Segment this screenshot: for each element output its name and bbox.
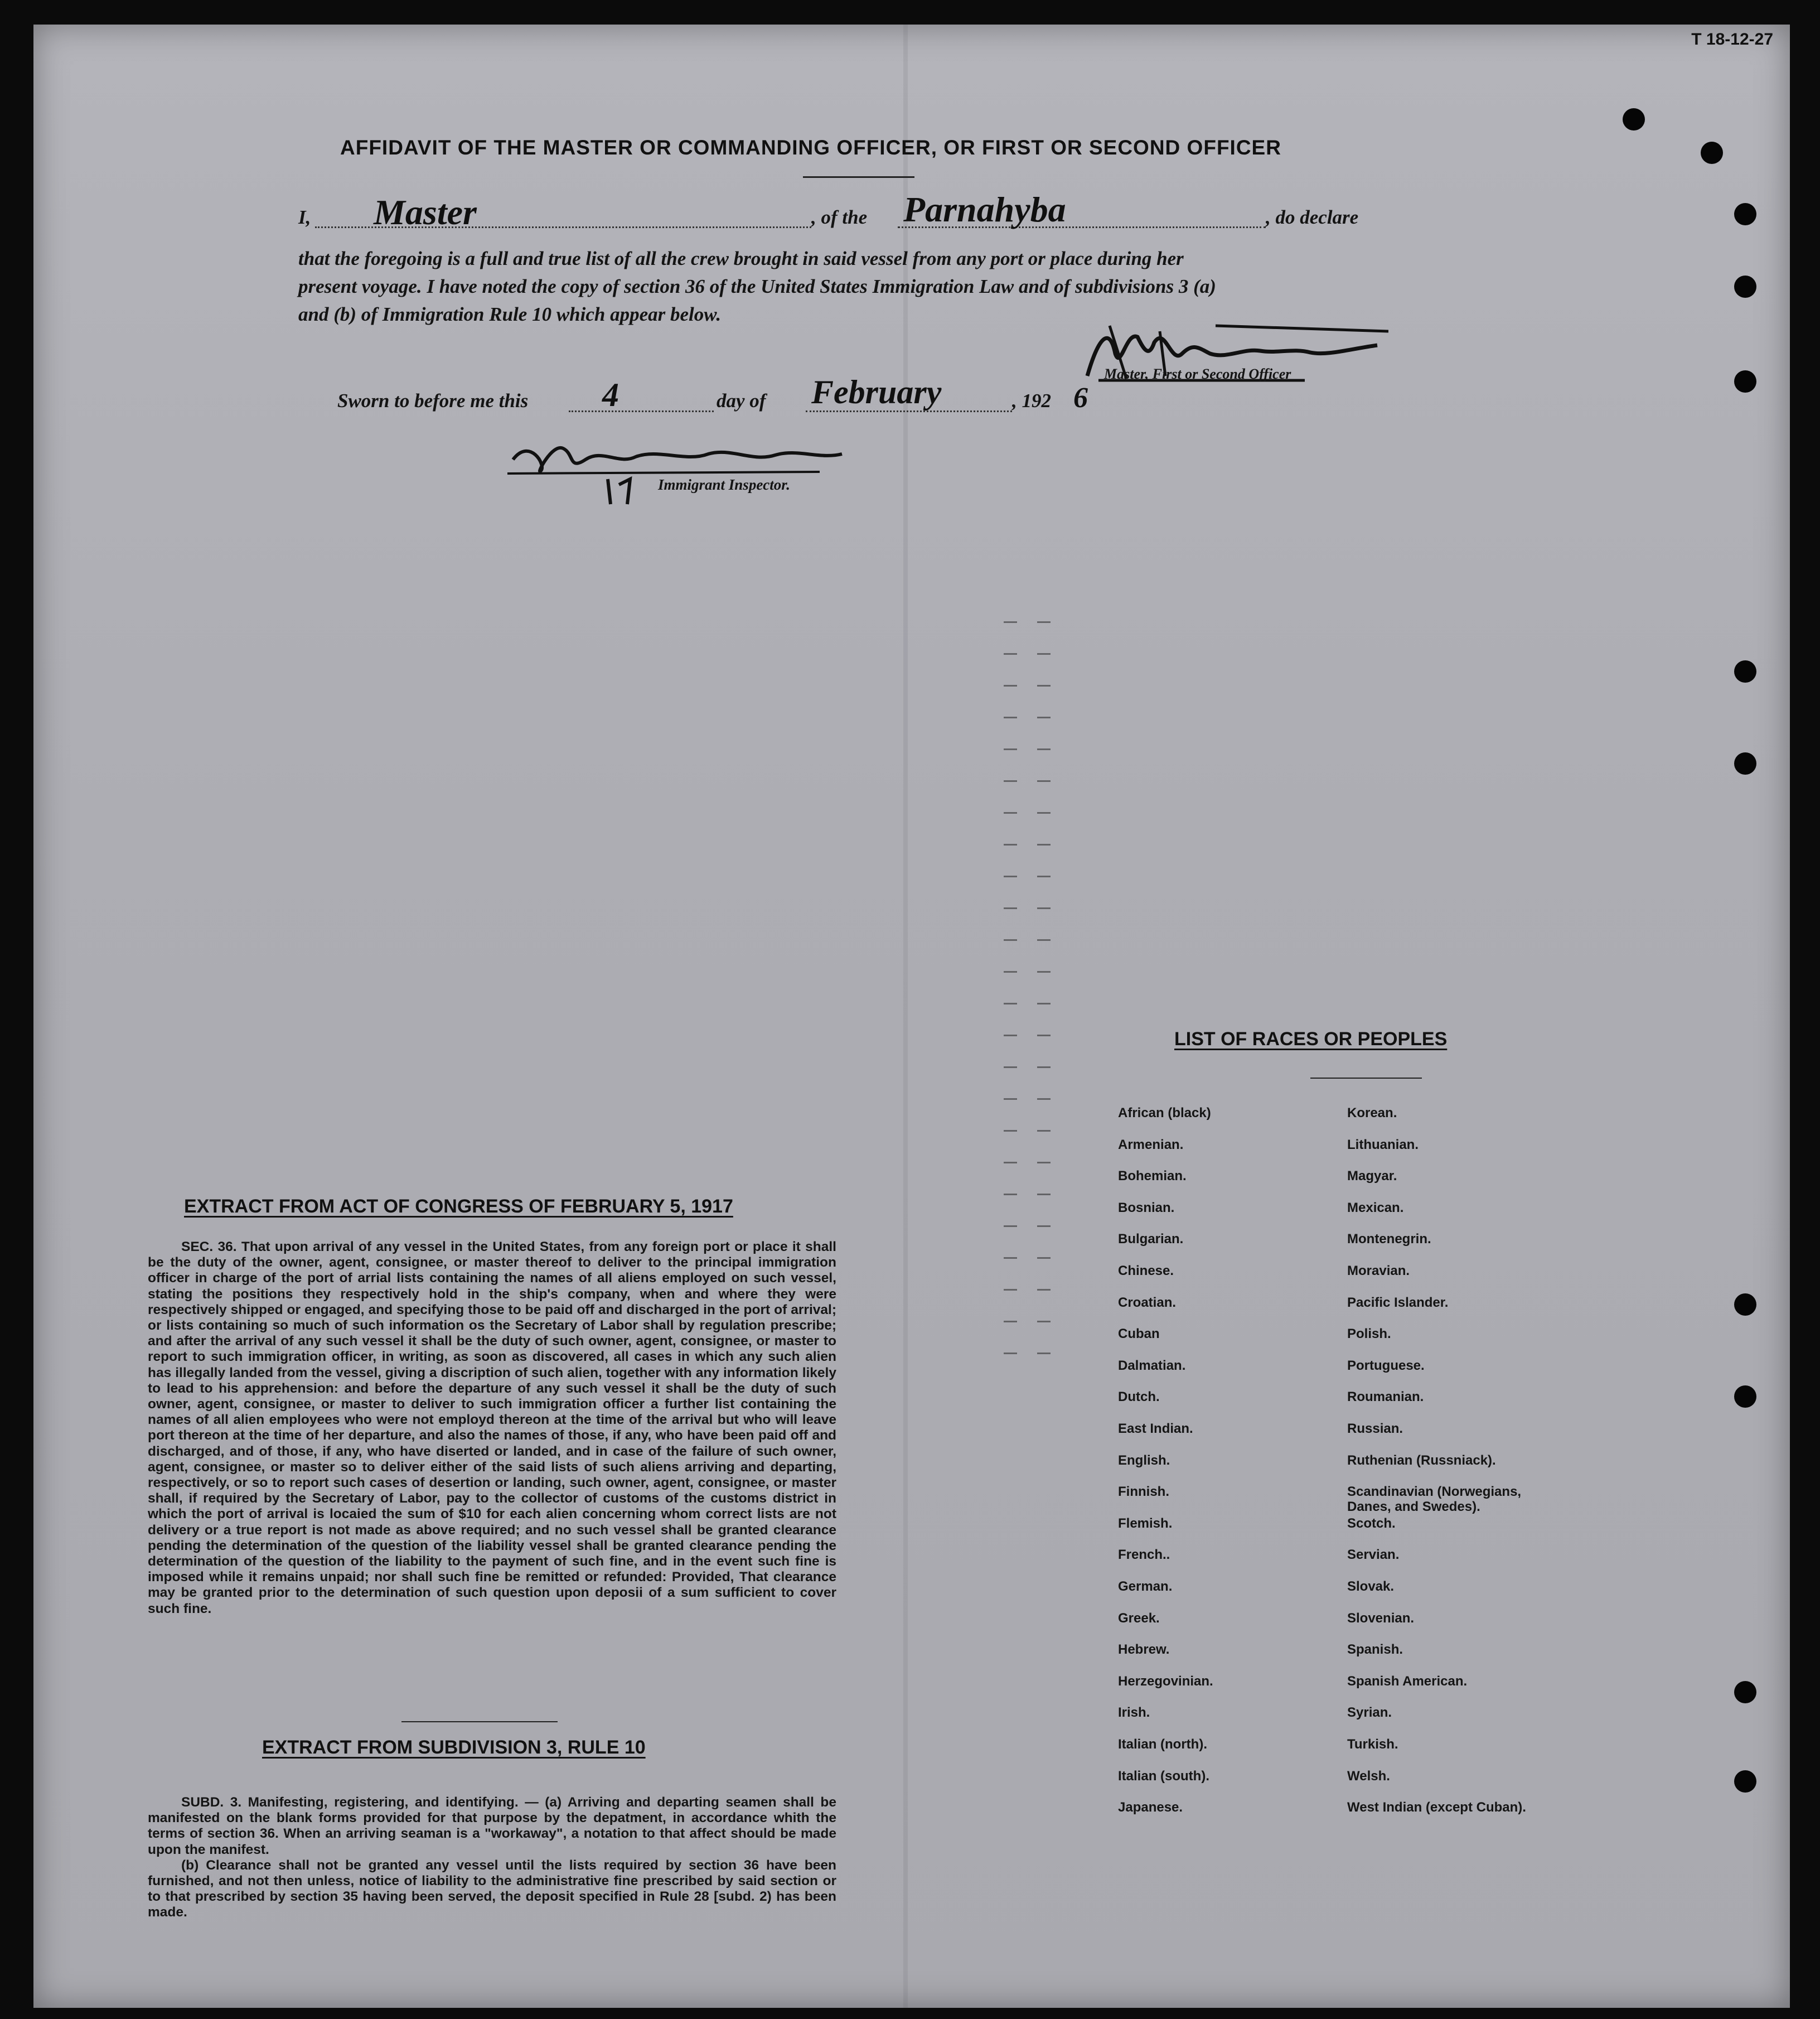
faint-tick bbox=[1004, 717, 1017, 718]
year-prefix: , 192 bbox=[1012, 390, 1051, 412]
race-entry: Flemish. bbox=[1118, 1515, 1173, 1531]
race-entry: Polish. bbox=[1347, 1326, 1391, 1342]
race-entry: Spanish. bbox=[1347, 1642, 1403, 1658]
faint-tick bbox=[1004, 1130, 1017, 1132]
race-entry: Cuban bbox=[1118, 1326, 1160, 1342]
inspector-caption: Immigrant Inspector. bbox=[658, 476, 791, 493]
binder-hole bbox=[1734, 660, 1756, 683]
race-entry: Bulgarian. bbox=[1118, 1231, 1184, 1247]
binder-hole bbox=[1734, 1770, 1756, 1793]
race-entry: Bohemian. bbox=[1118, 1168, 1187, 1184]
extract-act-title: EXTRACT FROM ACT OF CONGRESS OF FEBRUARY 5, 1917 bbox=[184, 1196, 733, 1217]
faint-tick bbox=[1037, 685, 1051, 687]
race-entry: Welsh. bbox=[1347, 1768, 1390, 1784]
faint-tick bbox=[1037, 780, 1051, 782]
faint-tick bbox=[1004, 1225, 1017, 1227]
affidavit-line-4: and (b) of Immigration Rule 10 which appear below. bbox=[298, 303, 722, 325]
binder-hole bbox=[1623, 108, 1645, 131]
binder-hole bbox=[1734, 1681, 1756, 1703]
subd-3a-paragraph: SUBD. 3. Manifesting, registering, and identifying. — (a) Arriving and departing seamen shall be manifested on the blank forms provided for that purpose by the depatment, in accordance whith the terms of section 36. When an arriving seaman is a "workaway", a notation to that affect should be made upon the manifest. bbox=[148, 1795, 836, 1857]
race-entry: African (black) bbox=[1118, 1105, 1211, 1120]
binder-hole bbox=[1701, 142, 1723, 164]
faint-tick bbox=[1037, 717, 1051, 718]
race-entry: Herzegovinian. bbox=[1118, 1673, 1213, 1689]
sworn-label: Sworn to before me this bbox=[337, 390, 529, 412]
faint-tick bbox=[1004, 971, 1017, 973]
race-entry: Turkish. bbox=[1347, 1737, 1398, 1752]
faint-tick bbox=[1004, 1289, 1017, 1291]
race-entry: Japanese. bbox=[1118, 1800, 1183, 1815]
extract-rule-title: EXTRACT FROM SUBDIVISION 3, RULE 10 bbox=[262, 1737, 646, 1758]
faint-tick bbox=[1004, 621, 1017, 623]
extract-act-text bbox=[148, 1239, 836, 1617]
subd-3b-paragraph: (b) Clearance shall not be granted any vessel until the lists required by section 36 have been furnished, and not then unless, notice of liability to the administrative fine prescribed by said section or to that prescribed by section 35 having been served, the deposit specified in Rule 28 [subd. 2) has been made. bbox=[148, 1857, 836, 1920]
race-entry: Mexican. bbox=[1347, 1200, 1404, 1215]
race-entry: Slovenian. bbox=[1347, 1610, 1415, 1626]
sworn-day: 4 bbox=[602, 376, 619, 413]
faint-tick bbox=[1004, 1035, 1017, 1036]
faint-tick bbox=[1037, 939, 1051, 941]
race-entry: Korean. bbox=[1347, 1105, 1397, 1120]
race-entry: German. bbox=[1118, 1579, 1173, 1594]
faint-tick bbox=[1004, 748, 1017, 750]
race-entry: Pacific Islander. bbox=[1347, 1295, 1449, 1310]
vessel-handwritten: Parnahyba bbox=[903, 190, 1066, 229]
faint-tick bbox=[1037, 621, 1051, 623]
race-entry: Servian. bbox=[1347, 1547, 1400, 1563]
race-entry: Greek. bbox=[1118, 1610, 1160, 1626]
faint-tick bbox=[1037, 1003, 1051, 1004]
binder-hole bbox=[1734, 1293, 1756, 1316]
faint-tick bbox=[1037, 1130, 1051, 1132]
affidavit-title: AFFIDAVIT OF THE MASTER OR COMMANDING OFFICER, OR FIRST OR SECOND OFFICER bbox=[340, 136, 1281, 159]
affidavit-line-2: that the foregoing is a full and true list of all the crew brought in said vessel from any port or place during her bbox=[298, 248, 1184, 269]
faint-tick bbox=[1004, 1194, 1017, 1195]
race-entry: Hebrew. bbox=[1118, 1642, 1170, 1658]
race-entry: East Indian. bbox=[1118, 1421, 1193, 1436]
race-entry: Croatian. bbox=[1118, 1295, 1177, 1310]
race-entry: Scandinavian (Norwegians, Danes, and Swedes). bbox=[1347, 1484, 1522, 1515]
inspector-signature bbox=[507, 432, 909, 510]
faint-tick bbox=[1037, 1321, 1051, 1322]
faint-tick bbox=[1004, 1257, 1017, 1259]
faint-tick bbox=[1037, 1289, 1051, 1291]
faint-tick bbox=[1004, 1003, 1017, 1004]
race-entry: Slovak. bbox=[1347, 1579, 1395, 1594]
race-entry: French.. bbox=[1118, 1547, 1170, 1563]
faint-tick bbox=[1004, 1066, 1017, 1068]
faint-tick bbox=[1037, 1257, 1051, 1259]
faint-tick bbox=[1004, 812, 1017, 814]
race-entry: Portuguese. bbox=[1347, 1358, 1425, 1373]
binder-hole bbox=[1734, 276, 1756, 298]
faint-tick bbox=[1037, 1353, 1051, 1354]
extract-divider bbox=[401, 1721, 558, 1722]
faint-tick bbox=[1037, 812, 1051, 814]
race-entry: Moravian. bbox=[1347, 1263, 1410, 1278]
i-label: I, bbox=[298, 206, 311, 228]
faint-tick bbox=[1004, 939, 1017, 941]
signature-caption: Master, First or Second Officer bbox=[1104, 366, 1291, 382]
faint-tick bbox=[1037, 844, 1051, 846]
race-entry: Italian (north). bbox=[1118, 1737, 1207, 1752]
binder-hole bbox=[1734, 370, 1756, 393]
faint-tick bbox=[1004, 1353, 1017, 1354]
race-entry: Italian (south). bbox=[1118, 1768, 1209, 1784]
faint-tick bbox=[1037, 1098, 1051, 1100]
race-entry: West Indian (except Cuban). bbox=[1347, 1800, 1526, 1815]
race-entry: Armenian. bbox=[1118, 1137, 1184, 1152]
form-number: T 18-12-27 bbox=[1691, 30, 1773, 49]
fold-line bbox=[903, 25, 908, 2008]
faint-tick bbox=[1004, 1321, 1017, 1322]
faint-tick bbox=[1004, 1162, 1017, 1163]
title-divider bbox=[803, 176, 914, 178]
do-declare-label: , do declare bbox=[1266, 206, 1359, 228]
sworn-day-blank bbox=[569, 410, 714, 412]
races-divider bbox=[1310, 1078, 1422, 1079]
faint-tick bbox=[1037, 1194, 1051, 1195]
race-entry: Ruthenian (Russniack). bbox=[1347, 1452, 1496, 1468]
race-entry: Spanish American. bbox=[1347, 1673, 1468, 1689]
extract-rule-text bbox=[148, 1795, 836, 1921]
binder-hole bbox=[1734, 752, 1756, 775]
faint-tick bbox=[1037, 1035, 1051, 1036]
of-the-label: , of the bbox=[811, 206, 868, 228]
sec-36-paragraph: SEC. 36. That upon arrival of any vessel in the United States, from any foreign port or place it shall be the duty of the owner, agent, consignee, or master thereof to deliver to the principal immigration officer in charge of the port of arrial lists containing the names of all aliens employed on such vessel, stating the positions they respectively hold in the ship's company, when and where they were respectively shipped or engaged, and specifying those to be paid off and discharged in the port of arrival; or lists containing so much of such information os the Secretary of Labor shall by regulation prescribe; and after the arrival of any such vessel it shall be the duty of such owner, agent, consignee, or master to report to such immigration officer, in writing, as soon as discovered, all cases in which any such alien has illegally landed from the vessel, giving a discription of such alien, together with any information likely to lead to his apprehension: and before the departure of any such vessel it shall be the duty of such owner, agent, consignee, or master to deliver to such immigration officer a further list containing the names of all alien employees who were not employd thereon at the time of the arrival but who will leave port thereon at the time of her departure, and also the names of those, if any, who have been paid off and discharged, and of those, if any, who have diserted or landed, and in case of the failure of such owner, agent, consignee, or master so to deliver either of the said lists of such aliens arriving and departing, respectively, or so to report such cases of desertion or landing, such owner, agent, consignee, or master shall, if required by the Secretary of Labor, pay to the collector of customs of the customs district in which the port of arrival is locaied the sum of $10 for each alien concerning whom correct lists are not delivery or a true report is not made as above required; and no such vessel shall be granted clearance pending the determination of the question of the liability vessel shall be granted clearance pending the determination of the question of the liability to the payment of such fine, and in the event such fine is imposed while it remains unpaid; nor shall such fine be remitted or refunded: Provided, That clearance may be granted prior to the determination of such question upon deposii of a sum sufficient to cover such fine. bbox=[148, 1239, 836, 1616]
race-entry: Bosnian. bbox=[1118, 1200, 1175, 1215]
year-suffix: 6 bbox=[1073, 382, 1088, 414]
race-entry: Lithuanian. bbox=[1347, 1137, 1419, 1152]
faint-tick bbox=[1037, 1066, 1051, 1068]
faint-tick bbox=[1004, 780, 1017, 782]
day-of-label: day of bbox=[717, 390, 766, 412]
faint-tick bbox=[1004, 685, 1017, 687]
faint-tick bbox=[1037, 1162, 1051, 1163]
officer-handwritten: Master bbox=[374, 192, 477, 232]
race-entry: Syrian. bbox=[1347, 1705, 1392, 1721]
faint-tick bbox=[1037, 748, 1051, 750]
sworn-month: February bbox=[811, 374, 942, 410]
faint-tick bbox=[1037, 1225, 1051, 1227]
binder-hole bbox=[1734, 1385, 1756, 1408]
faint-tick bbox=[1037, 971, 1051, 973]
race-entry: Chinese. bbox=[1118, 1263, 1174, 1278]
race-entry: Montenegrin. bbox=[1347, 1231, 1431, 1247]
faint-tick bbox=[1004, 1098, 1017, 1100]
race-entry: Irish. bbox=[1118, 1705, 1150, 1721]
faint-tick bbox=[1004, 876, 1017, 877]
race-entry: Dutch. bbox=[1118, 1389, 1160, 1405]
race-entry: English. bbox=[1118, 1452, 1170, 1468]
binder-hole bbox=[1734, 203, 1756, 225]
race-entry: Russian. bbox=[1347, 1421, 1403, 1436]
faint-tick bbox=[1037, 907, 1051, 909]
faint-tick bbox=[1037, 876, 1051, 877]
affidavit-line-3: present voyage. I have noted the copy of section 36 of the United States Immigration Law and of subdivisions 3 (a) bbox=[298, 276, 1216, 297]
faint-tick bbox=[1037, 653, 1051, 655]
document-sheet bbox=[33, 25, 1790, 2008]
faint-tick bbox=[1004, 844, 1017, 846]
faint-tick bbox=[1004, 907, 1017, 909]
race-entry: Magyar. bbox=[1347, 1168, 1397, 1184]
races-title: LIST OF RACES OR PEOPLES bbox=[1174, 1028, 1448, 1050]
faint-tick bbox=[1004, 653, 1017, 655]
race-entry: Roumanian. bbox=[1347, 1389, 1424, 1405]
race-entry: Dalmatian. bbox=[1118, 1358, 1186, 1373]
race-entry: Finnish. bbox=[1118, 1484, 1169, 1500]
race-entry: Scotch. bbox=[1347, 1515, 1396, 1531]
